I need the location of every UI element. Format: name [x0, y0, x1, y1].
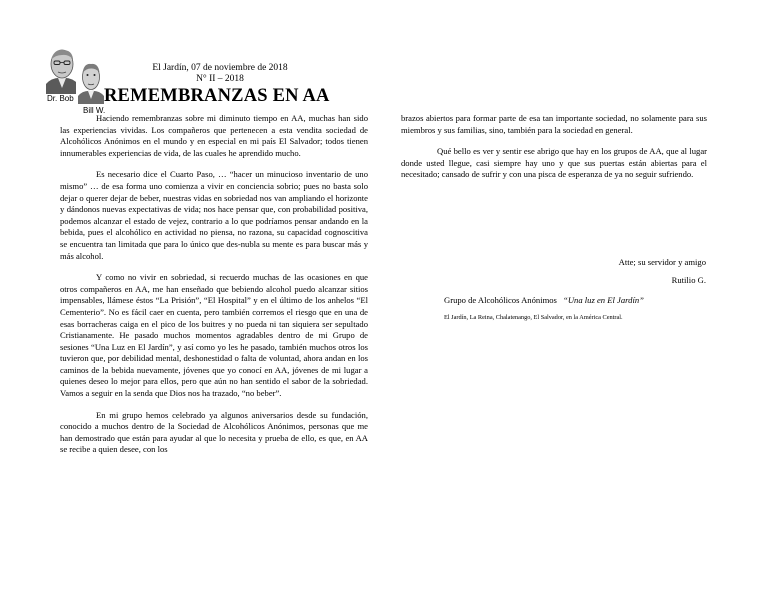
bill-w-portrait-image [76, 60, 106, 104]
right-column [401, 113, 707, 191]
signature: Rutilio G. [671, 275, 706, 285]
location-line: El Jardín, La Reina, Chalatenango, El Salvador, en la América Central. [444, 314, 623, 321]
group-line [444, 295, 644, 305]
group-name: “Una luz en El Jardín” [563, 295, 644, 305]
bill-w-portrait [76, 60, 106, 104]
paragraph: brazos abiertos para formar parte de esa tan importante sociedad, no solamente para sus miembros y sus familias, sino, también para la sociedad en general. [401, 113, 707, 135]
paragraph: En mi grupo hemos celebrado ya algunos aniversarios desde su fundación, conocido a muchos dentro de la Sociedad de Alcohólicos Anónimos, personas que me han demostrado que están para ayudar al que lo necesita y prueba de ello, es que, en AA se recibe a quien desee, con los [60, 409, 368, 455]
dateline-block [120, 63, 320, 85]
dr-bob-caption: Dr. Bob [47, 94, 74, 103]
dateline: El Jardín, 07 de noviembre de 2018 [152, 63, 288, 73]
farewell: Atte; su servidor y amigo [618, 257, 706, 267]
page-title: REMEMBRANZAS EN AA [104, 86, 330, 106]
bill-w-caption: Bill W. [83, 106, 106, 115]
left-column [60, 113, 368, 466]
paragraph: Qué bello es ver y sentir ese abrigo que hay en los grupos de AA, que al lugar donde usted llegue, casi siempre hay uno y que sus puertas están abiertas para el necesitado; cansado de sufrir y con una pisca de esperanza de ya no seguir sufriendo. [401, 146, 707, 180]
paragraph: Es necesario dice el Cuarto Paso, … “hacer un minucioso inventario de uno mismo” … de esa forma uno comienza a vivir en conciencia sobrio; pues no basta solo dejar o querer dejar de beber, nuestras vidas en sobriedad nos van ampliando el horizonte y dándonos nuevas expectativas de vida; nos hace pensar que, con probabilidad positiva, podemos alcanzar el estado de vejez, contrario a lo que podríamos pensar andando en la bebida, pues el alcohólico en actividad no piensa, no razona, su capacidad cognoscitiva se encuentra tan limitada que para lo único que des-nubla su mente es para buscar más y más alcohol. [60, 169, 368, 261]
paragraph: Haciendo remembranzas sobre mi diminuto tiempo en AA, muchas han sido las experiencias vividas. Los compañeros que pertenecen a esta vendita sociedad de Alcohólicos Anónimos en el mundo y en especial en mi país El Salvador; todos tienen innumerables experiencias de vida, de las cuales he aprendido mucho. [60, 113, 368, 158]
group-prefix: Grupo de Alcohólicos Anónimos [444, 295, 557, 305]
issue-number: N° II – 2018 [196, 74, 244, 84]
paragraph: Y como no vivir en sobriedad, si recuerdo muchas de las ocasiones en que otros compañeros en AA, me han enseñado que bebiendo alcohol puedo alcanzar sitios impensables, llámese éstos “La Prisión”, “El Hospital” y en el último de los anhelos “El Cementerio”. No es fácil caer en cuenta, pero también corremos el riesgo que en una de esas borracheras caiga en el pico de los buitres y no pueda ni tan siquiera ser sepultado Cristianamente. He pasado muchos momentos agradables dentro de mi Grupo de sesiones “Una Luz en El Jardín”, y así como yo les he pasado, también muchos otros los tuvieron que, por debilidad mental, deshonestidad o falta de voluntad, ahora andan en los caminos de la bebida nuevamente, jóvenes que yo conocí en AA, jóvenes de mi lugar a quienes deseo lo mejor para ellos, pero que aún no han sentido el sabor de la sobriedad. Vamos a seguir en la senda que Dios nos ha trazado, “no beber”. [60, 272, 368, 399]
